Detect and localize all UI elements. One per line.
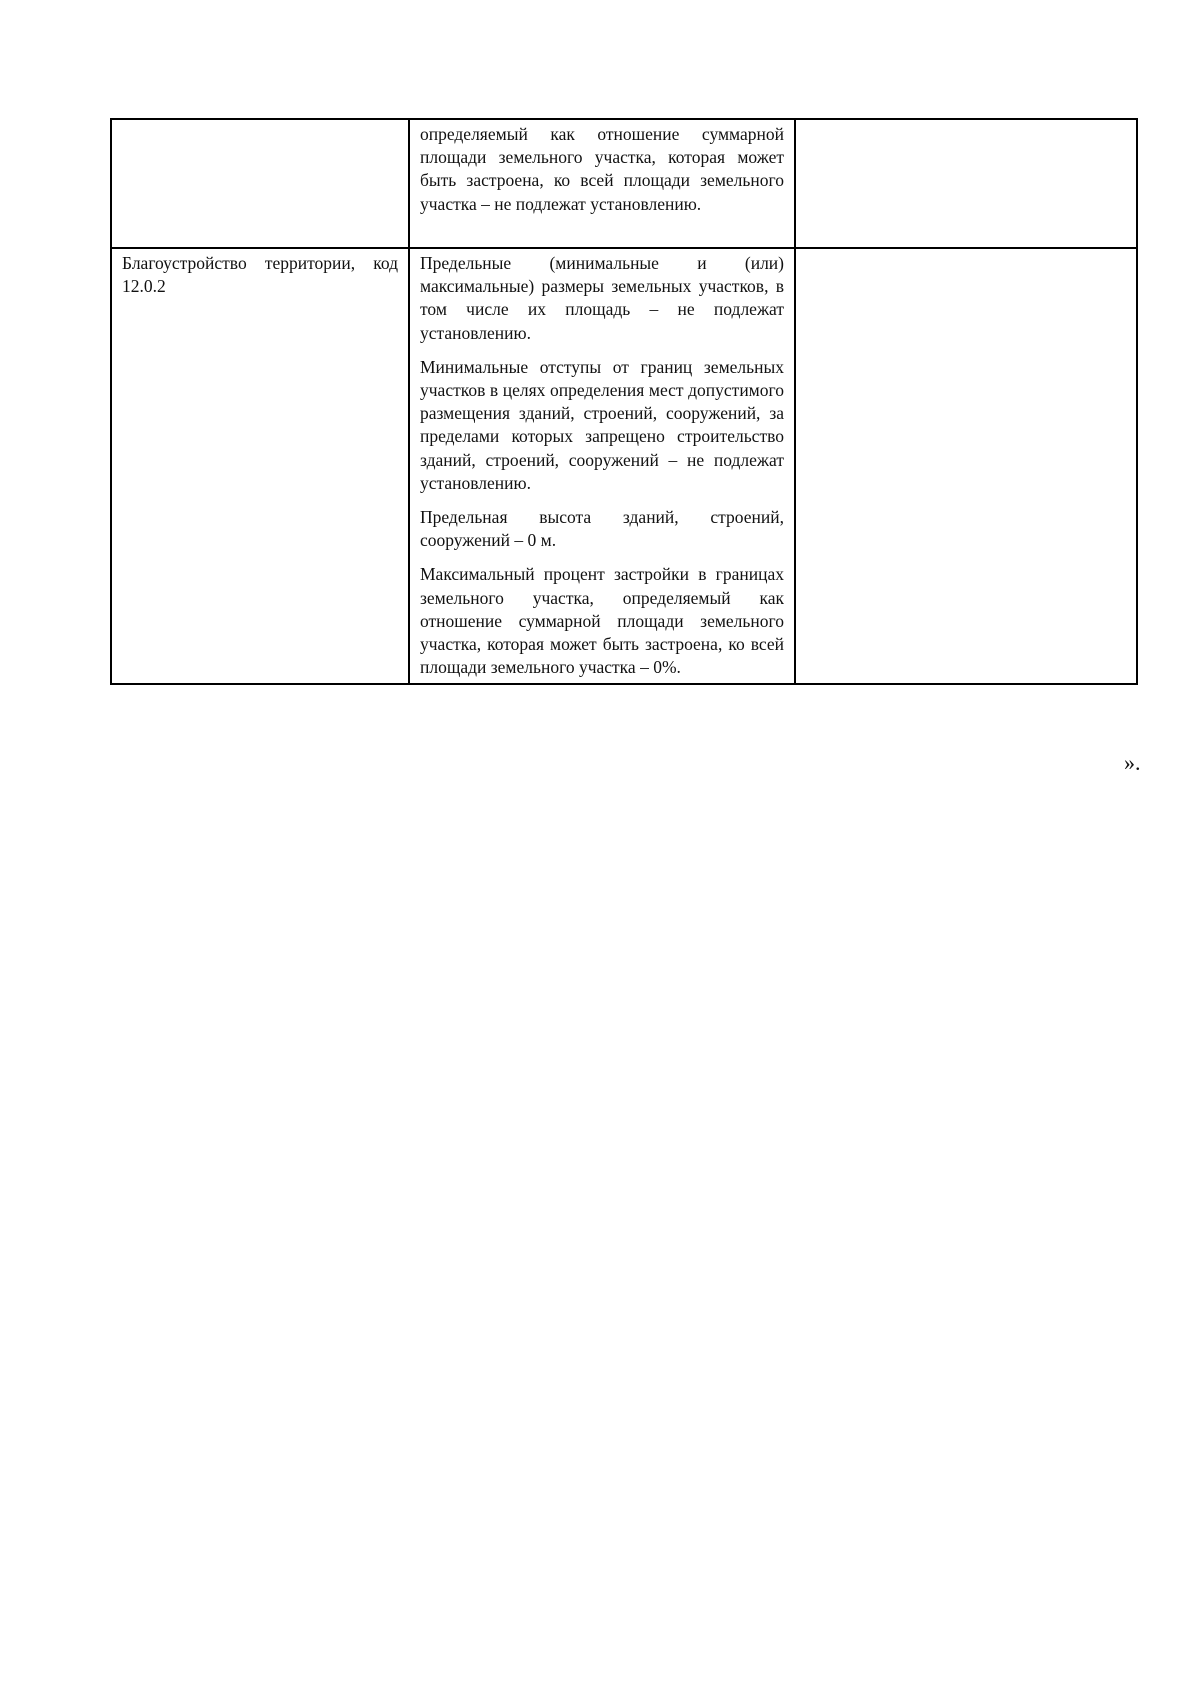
parameter-paragraph: Предельные (минимальные и (или) максимальные) размеры земельных участков, в том числе их площадь – не подлежат установлению.	[420, 253, 784, 343]
parameters-cell	[409, 248, 795, 684]
use-name-cell	[111, 248, 409, 684]
table-row	[111, 248, 1137, 684]
notes-cell	[795, 119, 1137, 248]
parameter-paragraph: определяемый как отношение суммарной площади земельного участка, которая может быть застроена, ко всей площади земельного участка – не подлежат установлению.	[420, 124, 784, 214]
table-row	[111, 119, 1137, 248]
notes-cell	[795, 248, 1137, 684]
parameter-paragraph: Минимальные отступы от границ земельных участков в целях определения мест допустимого размещения зданий, строений, сооружений, за пределами которых запрещено строительство зданий, строений, сооружений – не подлежат установлению.	[420, 356, 784, 493]
use-name-text: Благоустройство территории, код 12.0.2	[122, 253, 398, 297]
parameter-paragraph: Предельная высота зданий, строений, сооружений – 0 м.	[420, 507, 784, 551]
use-name-cell	[111, 119, 409, 248]
closing-quote-mark: ».	[1124, 750, 1141, 775]
regulations-table	[110, 118, 1138, 685]
parameter-paragraph: Максимальный процент застройки в границах земельного участка, определяемый как отношение суммарной площади земельного участка, которая может быть застроена, ко всей площади земельного участка – 0%.	[420, 564, 784, 678]
parameters-cell	[409, 119, 795, 248]
